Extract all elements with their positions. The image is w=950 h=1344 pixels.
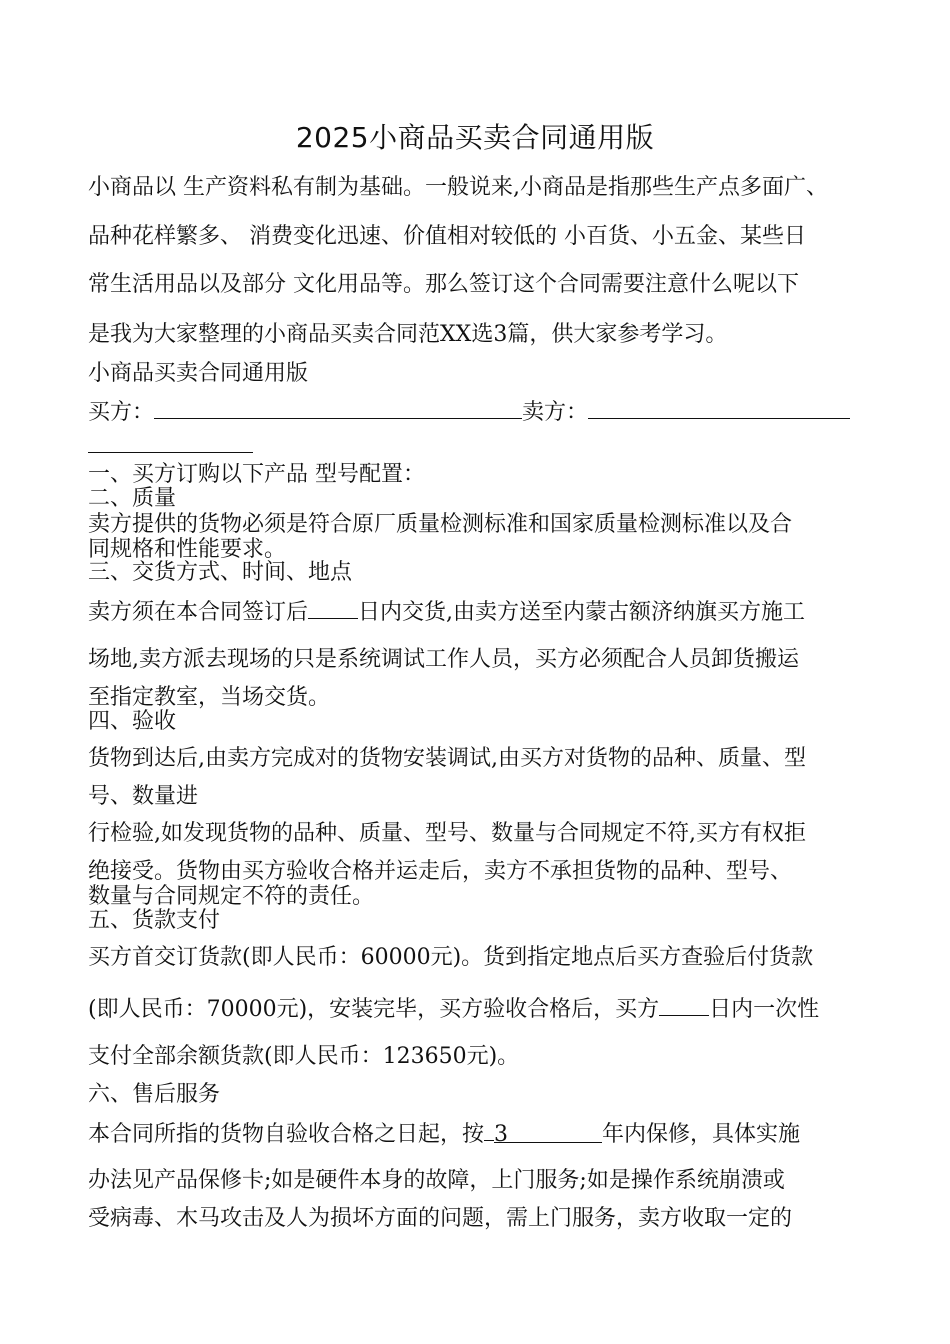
section-6-line-2: 办法见产品保修卡;如是硬件本身的故障，上门服务;如是操作系统崩溃或: [88, 1168, 785, 1193]
section-4-heading: 四、验收: [88, 709, 177, 734]
section-5-heading: 五、货款支付: [88, 908, 221, 933]
intro-line-4: 是我为大家整理的小商品买卖合同范XX选3篇，供大家参考学习。: [88, 322, 728, 347]
section-6-heading: 六、售后服务: [88, 1082, 221, 1107]
parties-line: [88, 396, 888, 428]
section-6-text-b: 年内保修，具体实施: [602, 1122, 801, 1147]
intro-line-1: 小商品以 生产资料私有制为基础。一般说来,小商品是指那些生产点多面广、: [88, 175, 828, 200]
seller-blank[interactable]: [588, 396, 850, 419]
intro-line-3: 常生活用品以及部分 文化用品等。那么签订这个合同需要注意什么呢以下: [88, 272, 799, 297]
section-3-text-b: 日内交货,由卖方送至内蒙古额济纳旗买方施工: [358, 600, 806, 625]
section-6-text-a: 本合同所指的货物自验收合格之日起，按: [88, 1122, 485, 1147]
section-4-line-5: 数量与合同规定不符的责任。: [88, 884, 375, 909]
warranty-blank-lead[interactable]: [484, 1118, 494, 1141]
section-3-text-a: 卖方须在本合同签订后: [88, 600, 309, 625]
section-2-line-1: 卖方提供的货物必须是符合原厂质量检测标准和国家质量检测标准以及合: [88, 512, 793, 537]
contract-subtitle: 小商品买卖合同通用版: [88, 361, 309, 386]
section-3-line-1: [88, 596, 888, 628]
section-4-line-4: 绝接受。货物由买方验收合格并运走后，卖方不承担货物的品种、型号、: [88, 859, 793, 884]
section-5-text-b: 日内一次性: [709, 997, 820, 1022]
warranty-years-value: 3: [494, 1122, 509, 1147]
section-3-line-2: 场地,卖方派去现场的只是系统调试工作人员，买方必须配合人员卸货搬运: [88, 647, 799, 672]
section-5-text-a: (即人民币：70000元)，安装完毕，买方验收合格后，买方: [88, 997, 660, 1022]
section-4-line-1: 货物到达后,由卖方完成对的货物安装调试,由买方对货物的品种、质量、型: [88, 746, 806, 771]
section-2-line-2: 同规格和性能要求。: [88, 537, 287, 562]
section-3-heading: 三、交货方式、时间、地点: [88, 560, 353, 585]
section-6-line-3: 受病毒、木马攻击及人为损坏方面的问题，需上门服务，卖方收取一定的: [88, 1206, 793, 1231]
section-4-line-2: 号、数量进: [88, 784, 199, 809]
buyer-label: 买方：: [88, 400, 155, 425]
warranty-years-field[interactable]: [494, 1120, 602, 1147]
delivery-days-blank[interactable]: [308, 596, 358, 619]
seller-label: 卖方：: [522, 400, 589, 425]
section-4-line-3: 行检验,如发现货物的品种、质量、型号、数量与合同规定不符,买方有权拒: [88, 821, 806, 846]
section-1-heading: 一、买方订购以下产品 型号配置：: [88, 462, 425, 487]
intro-line-2: 品种花样繁多、 消费变化迅速、价值相对较低的 小百货、小五金、某些日: [88, 224, 806, 249]
section-3-line-3: 至指定教室，当场交货。: [88, 685, 331, 710]
document-title: 2025小商品买卖合同通用版: [295, 121, 655, 154]
section-5-line-1: 买方首交订货款(即人民币：60000元)。货到指定地点后买方查验后付货款: [88, 945, 814, 970]
buyer-blank[interactable]: [154, 396, 522, 419]
payment-days-blank[interactable]: [659, 993, 709, 1016]
section-2-heading: 二、质量: [88, 486, 177, 511]
section-6-line-1: [88, 1118, 888, 1150]
section-5-line-2: [88, 993, 888, 1025]
section-5-line-3: 支付全部余额货款(即人民币：123650元)。: [88, 1044, 520, 1069]
seller-blank-continued[interactable]: [88, 452, 253, 453]
